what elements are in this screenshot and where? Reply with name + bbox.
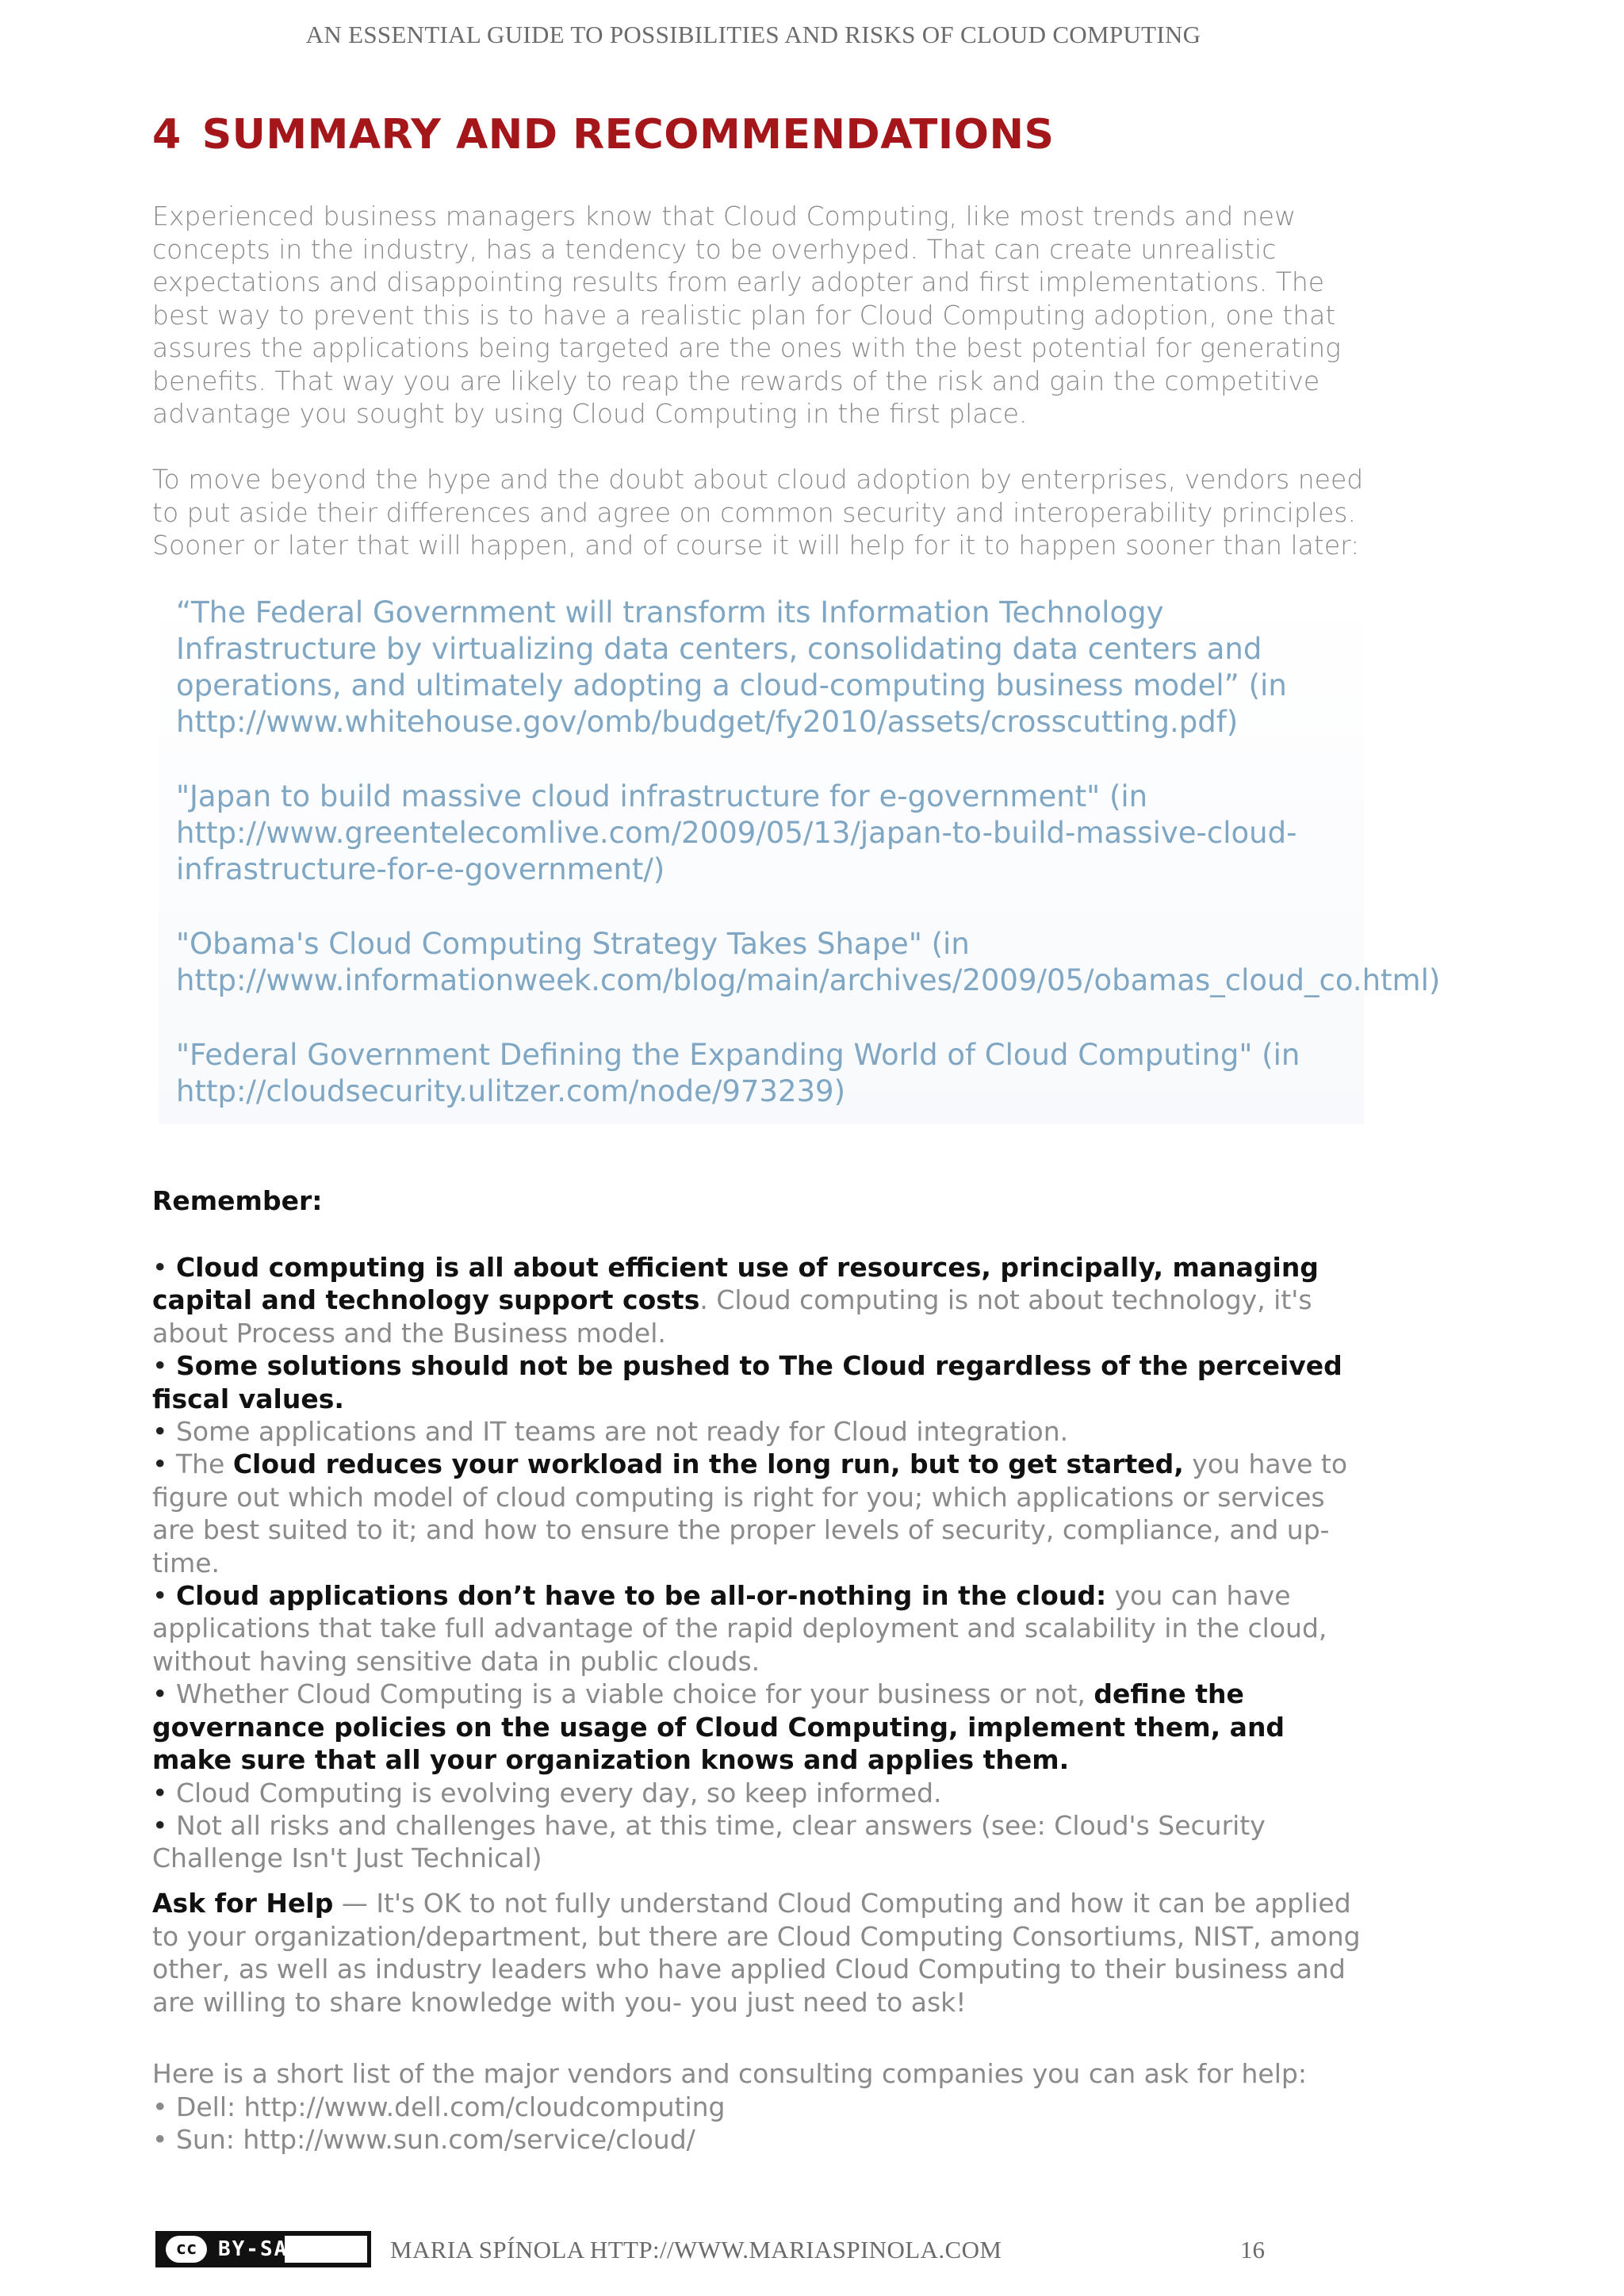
- list-item: • Not all risks and challenges have, at this time, clear answers (see: Cloud's Security Challenge Isn't Just Technical): [152, 1809, 1266, 1874]
- cc-icon: cc: [166, 2236, 207, 2263]
- bullet: •: [152, 1809, 168, 1841]
- list-item: • Whether Cloud Computing is a viable choice for your business or not, define the governance policies on the usage of Cloud Computing, implement them, and make sure that all your organization knows and applies them.: [152, 1678, 1285, 1776]
- vendor-list: [152, 2057, 1365, 2156]
- list-item: • The Cloud reduces your workload in the long run, but to get started, you have to figure out which model of cloud computing is right for you; which applications or services are best suited to it; and how to ensure the proper levels of security, compliance, and up-time.: [152, 1448, 1348, 1578]
- running-header: AN ESSENTIAL GUIDE TO POSSIBILITIES AND RISKS OF CLOUD COMPUTING: [305, 21, 1201, 48]
- list-item: • Cloud Computing is evolving every day, so keep informed.: [152, 1777, 942, 1808]
- cc-by-sa-license-badge[interactable]: [155, 2231, 371, 2267]
- bullet: •: [152, 1416, 168, 1448]
- bullet: •: [152, 1678, 168, 1710]
- remember-heading: Remember:: [152, 1185, 323, 1216]
- list-item: • Some applications and IT teams are not ready for Cloud integration.: [152, 1416, 1069, 1448]
- remember-list: [152, 1251, 1365, 1875]
- bullet: •: [152, 1350, 168, 1382]
- list-item: • Cloud applications don’t have to be all-or-nothing in the cloud: you can have applications that take full advantage of the rapid deployment and scalability in the cloud, without having sensitive data in public clouds.: [152, 1580, 1327, 1677]
- ask-for-help-paragraph: [152, 1887, 1365, 2019]
- quote-item: “The Federal Government will transform its Information Technology Infrastructure by virtualizing data centers, consolidating data centers and operations, and ultimately adopting a cloud-computing business model” (in http://www.whitehouse.gov/omb/budget/fy2010/assets/crosscutting.pdf): [176, 595, 1287, 739]
- quote-item: "Japan to build massive cloud infrastructure for e-government" (in http://www.greentelecomlive.com/2009/05/13/japan-to-build-massive-cloud-infrastructure-for-e-government/): [176, 779, 1297, 886]
- vendor-item-dell[interactable]: • Dell: http://www.dell.com/cloudcomputing: [152, 2091, 726, 2122]
- vendor-intro: Here is a short list of the major vendors and consulting companies you can ask for help:: [152, 2058, 1307, 2089]
- page-footer: [155, 2231, 1503, 2272]
- list-item: • Some solutions should not be pushed to The Cloud regardless of the perceived fiscal values.: [152, 1350, 1342, 1414]
- footer-author: MARIA SPÍNOLA HTTP://WWW.MARIASPINOLA.COM: [390, 2236, 1002, 2263]
- section-heading: [152, 111, 1054, 159]
- list-item: • Cloud computing is all about efficient use of resources, principally, managing capital and technology support costs. Cloud computing is not about technology, it's about Process and the Business model.: [152, 1252, 1319, 1349]
- ask-for-help-heading: Ask for Help: [152, 1888, 334, 1919]
- quote-item: "Federal Government Defining the Expanding World of Cloud Computing" (in http://cloudsecurity.ulitzer.com/node/973239): [176, 1038, 1300, 1108]
- quote-item: "Obama's Cloud Computing Strategy Takes Shape" (in http://www.informationweek.com/blog/main/archives/2009/05/obamas_cloud_co.html): [176, 927, 1441, 997]
- section-title: SUMMARY AND RECOMMENDATIONS: [201, 111, 1055, 159]
- intro-paragraph: Experienced business managers know that Cloud Computing, like most trends and new concepts in the industry, has a tendency to be overhyped. That can create unrealistic expectations and disappointing results from early adopter and first implementations. The best way to prevent this is to have a realistic plan for Cloud Computing adoption, one that assures the applications being targeted are the ones with the best potential for generating benefits. That way you are likely to reap the rewards of the risk and gain the competitive advantage you sought by using Cloud Computing in the first place.: [152, 201, 1341, 429]
- bullet: •: [152, 1777, 168, 1808]
- quotes-block: [159, 585, 1441, 1124]
- bullet: •: [152, 1252, 168, 1283]
- license-label: BY-SA: [218, 2237, 289, 2261]
- ask-for-help-text: — It's OK to not fully understand Cloud Computing and how it can be applied to your organization/department, but there are Cloud Computing Consortiums, NIST, among other, as well as industry leaders who have applied Cloud Computing to their business and are willing to share knowledge with you- you just need to ask!: [152, 1888, 1361, 2018]
- badge-white-block: [285, 2236, 367, 2263]
- vendor-item-sun[interactable]: • Sun: http://www.sun.com/service/cloud/: [152, 2124, 695, 2155]
- bullet: •: [152, 1580, 168, 1612]
- section-number: 4: [152, 111, 182, 159]
- page-number: 16: [1240, 2236, 1265, 2263]
- hype-paragraph: To move beyond the hype and the doubt about cloud adoption by enterprises, vendors need to put aside their differences and agree on common security and interoperability principles. Sooner or later that will happen, and of course it will help for it to happen sooner than later:: [152, 464, 1364, 561]
- bullet: •: [152, 1448, 168, 1480]
